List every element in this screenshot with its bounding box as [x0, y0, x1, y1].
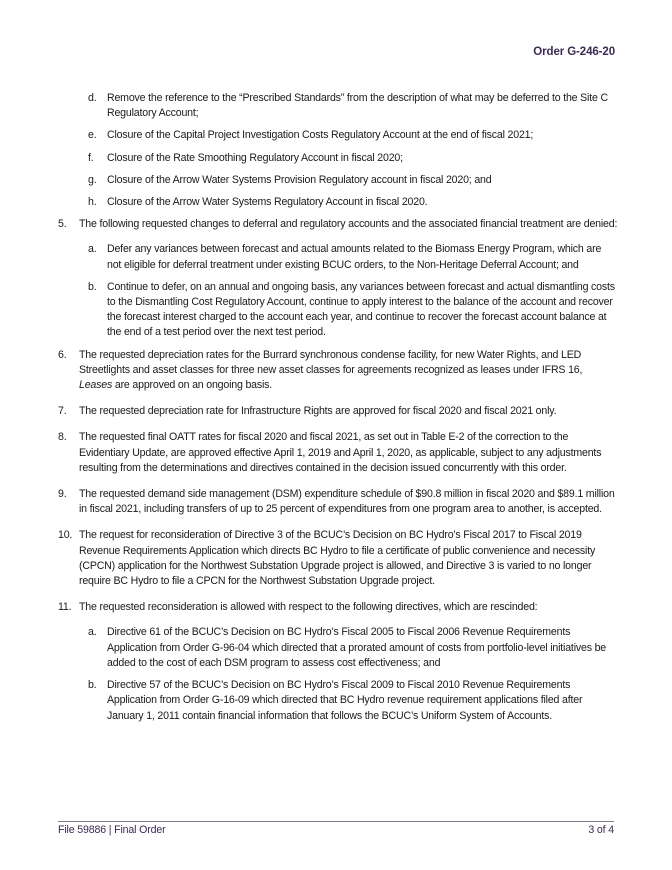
- list-item-text: The request for reconsideration of Directive 3 of the BCUC’s Decision on BC Hydro’s Fiscal 2017 to Fiscal 2019 Revenue Requirements Application which directs BC Hydro to file a certificate of public convenience and necessity (CPCN) application for the Northwest Substation Upgrade project is allowed, and Directive 3 is varied to no longer require BC Hydro to file a CPCN for the Northwest Substation Upgrade project.: [79, 529, 596, 588]
- list-item-text: Closure of the Arrow Water Systems Regulatory Account in fiscal 2020.: [107, 196, 428, 209]
- numbered-item-7: [58, 404, 618, 419]
- list-item: [58, 678, 618, 724]
- list-marker: g.: [88, 173, 97, 186]
- list-item: [58, 280, 618, 341]
- numbered-item-8: [58, 430, 618, 476]
- numbered-item-11: [58, 600, 618, 615]
- list-marker: d.: [88, 92, 97, 104]
- numbered-item-5: [58, 217, 618, 232]
- list-item-text: The requested reconsideration is allowed with respect to the following directives, which are rescinded:: [79, 601, 538, 614]
- list-marker: e.: [88, 129, 97, 142]
- document-body: [58, 91, 618, 724]
- list-marker: 9.: [58, 488, 67, 501]
- list-item-text: Directive 61 of the BCUC’s Decision on BC Hydro’s Fiscal 2005 to Fiscal 2006 Revenue Requirements Application from Order G-96-04 which directed that a prorated amount of costs from portfolio-level initiatives be added to the cost of each DSM program to assess cost effectiveness; and: [107, 626, 606, 669]
- italic-term: Leases: [79, 379, 113, 392]
- numbered-item-9: [58, 487, 618, 517]
- list-marker: 8.: [58, 431, 67, 444]
- list-item: [58, 151, 618, 166]
- list-marker: b.: [88, 679, 97, 692]
- footer-page-number: 3 of 4: [588, 824, 614, 836]
- order-number-header: Order G-246-20: [533, 46, 615, 58]
- footer-divider: [58, 821, 614, 822]
- footer-file-label: File 59886 | Final Order: [58, 824, 166, 836]
- list-marker: 6.: [58, 348, 67, 361]
- list-item-text: Closure of the Arrow Water Systems Provision Regulatory account in fiscal 2020; and: [107, 173, 492, 186]
- list-marker: h.: [88, 196, 97, 209]
- text-segment: The requested depreciation rates for the Burrard synchronous condense facility, for new Water Rights, and LED Streetlights and asset classes for three new asset classes for agreements recognized as leases under IFRS 16,: [79, 348, 583, 376]
- numbered-item-10: [58, 528, 618, 589]
- numbered-item-6: [58, 348, 618, 394]
- list-marker: b.: [88, 280, 97, 293]
- list-item-text: The requested demand side management (DSM) expenditure schedule of $90.8 million in fiscal 2020 and $89.1 million in fiscal 2021, including transfers of up to 25 percent of expenditures from one program area to another, is accepted.: [79, 488, 615, 516]
- list-item-text: Continue to defer, on an annual and ongoing basis, any variances between forecast and actual dismantling costs to the Dismantling Cost Regulatory Account, continue to apply interest to the balance of the account and recover the forecast interest charged to the account each year, and continue to recover the forecast account balance at the end of a test period over the next test period.: [107, 280, 615, 339]
- list-item-text: Closure of the Rate Smoothing Regulatory Account in fiscal 2020;: [107, 151, 403, 164]
- list-marker: f.: [88, 151, 94, 164]
- list-marker: 10.: [58, 529, 73, 542]
- list-item-text: Directive 57 of the BCUC’s Decision on BC Hydro’s Fiscal 2009 to Fiscal 2010 Revenue Requirements Application from Order G-16-09 which directed that BC Hydro revenue requirement applications filed after January 1, 2011 contain financial information that follows the BCUC’s Uniform System of Accounts.: [107, 679, 583, 722]
- list-item: [58, 195, 618, 210]
- list-item-text: Closure of the Capital Project Investigation Costs Regulatory Account at the end of fiscal 2021;: [107, 129, 534, 142]
- list-item: [58, 173, 618, 188]
- list-marker: 5.: [58, 218, 67, 231]
- list-marker: a.: [88, 243, 97, 256]
- list-item-text: The requested final OATT rates for fiscal 2020 and fiscal 2021, as set out in Table E-2 of the correction to the Evidentiary Update, are approved effective April 1, 2019 and April 1, 2020, as applicable, subject to any adjustments resulting from the determinations and directives contained in the decision issued concurrently with this order.: [79, 431, 602, 474]
- list-item: [58, 128, 618, 143]
- list-marker: a.: [88, 626, 97, 639]
- list-marker: 11.: [58, 601, 72, 614]
- list-item-text: The following requested changes to deferral and regulatory accounts and the associated financial treatment are denied:: [79, 218, 618, 231]
- list-marker: 7.: [58, 405, 67, 418]
- list-item-text: [79, 349, 582, 391]
- list-item-text: Defer any variances between forecast and actual amounts related to the Biomass Energy Program, which are not eligible for deferral treatment under existing BCUC orders, to the Non-Heritage Deferral Account; and: [107, 243, 602, 271]
- list-item-text: The requested depreciation rate for Infrastructure Rights are approved for fiscal 2020 and fiscal 2021 only.: [79, 405, 557, 418]
- list-item: [58, 242, 618, 272]
- text-segment: are approved on an ongoing basis.: [112, 379, 273, 392]
- list-item: [58, 91, 618, 121]
- list-item: [58, 625, 618, 671]
- list-item-text: Remove the reference to the “Prescribed Standards” from the description of what may be deferred to the Site C Regulatory Account;: [107, 92, 608, 120]
